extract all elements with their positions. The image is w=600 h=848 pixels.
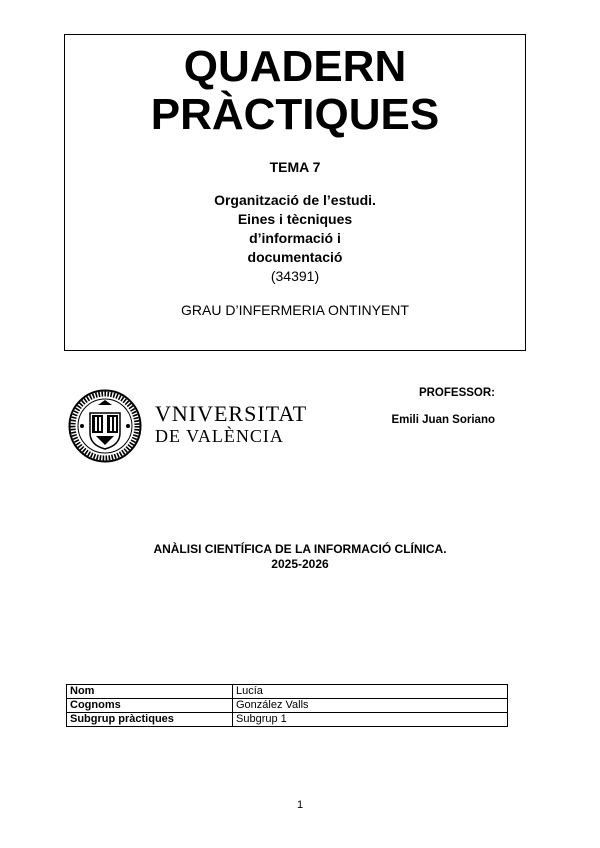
wordmark-line-2: DE VALÈNCIA (155, 426, 284, 446)
table-row (67, 685, 508, 699)
course-line-2: Eines i tècniques (237, 211, 353, 227)
row-value: Lucía (233, 685, 508, 699)
course-line-1: Organització de l’estudi. (214, 192, 376, 208)
topic-label: TEMA 7 (269, 159, 321, 175)
document-title (65, 43, 525, 139)
table-row (67, 699, 508, 713)
row-label: Cognoms (67, 699, 233, 713)
title-line-2: PRÀCTIQUES (150, 90, 440, 139)
degree-name: GRAU D’INFERMERIA ONTINYENT (181, 302, 409, 318)
table-row (67, 713, 508, 727)
course-name (65, 191, 525, 267)
wordmark-line-1: VNIVERSITAT (155, 401, 308, 426)
page-number: 1 (296, 799, 304, 811)
subject-name: ANÀLISI CIENTÍFICA DE LA INFORMACIÓ CLÍNICA. (153, 542, 447, 556)
academic-year: 2025-2026 (271, 557, 329, 571)
professor-label: PROFESSOR: (418, 387, 495, 399)
title-line-1: QUADERN (183, 42, 407, 91)
subject-block (60, 542, 540, 572)
university-seal-icon (68, 389, 142, 463)
university-wordmark (155, 402, 307, 448)
title-box (64, 34, 526, 351)
row-label: Nom (67, 685, 233, 699)
course-line-4: documentació (247, 249, 343, 265)
course-code: (34391) (270, 268, 320, 284)
row-value: González Valls (233, 699, 508, 713)
student-info-table (66, 684, 508, 727)
row-value: Subgrup 1 (233, 713, 508, 727)
row-label: Subgrup pràctiques (67, 713, 233, 727)
professor-name: Emili Juan Soriano (391, 414, 495, 426)
course-line-3: d’informació i (249, 230, 341, 246)
